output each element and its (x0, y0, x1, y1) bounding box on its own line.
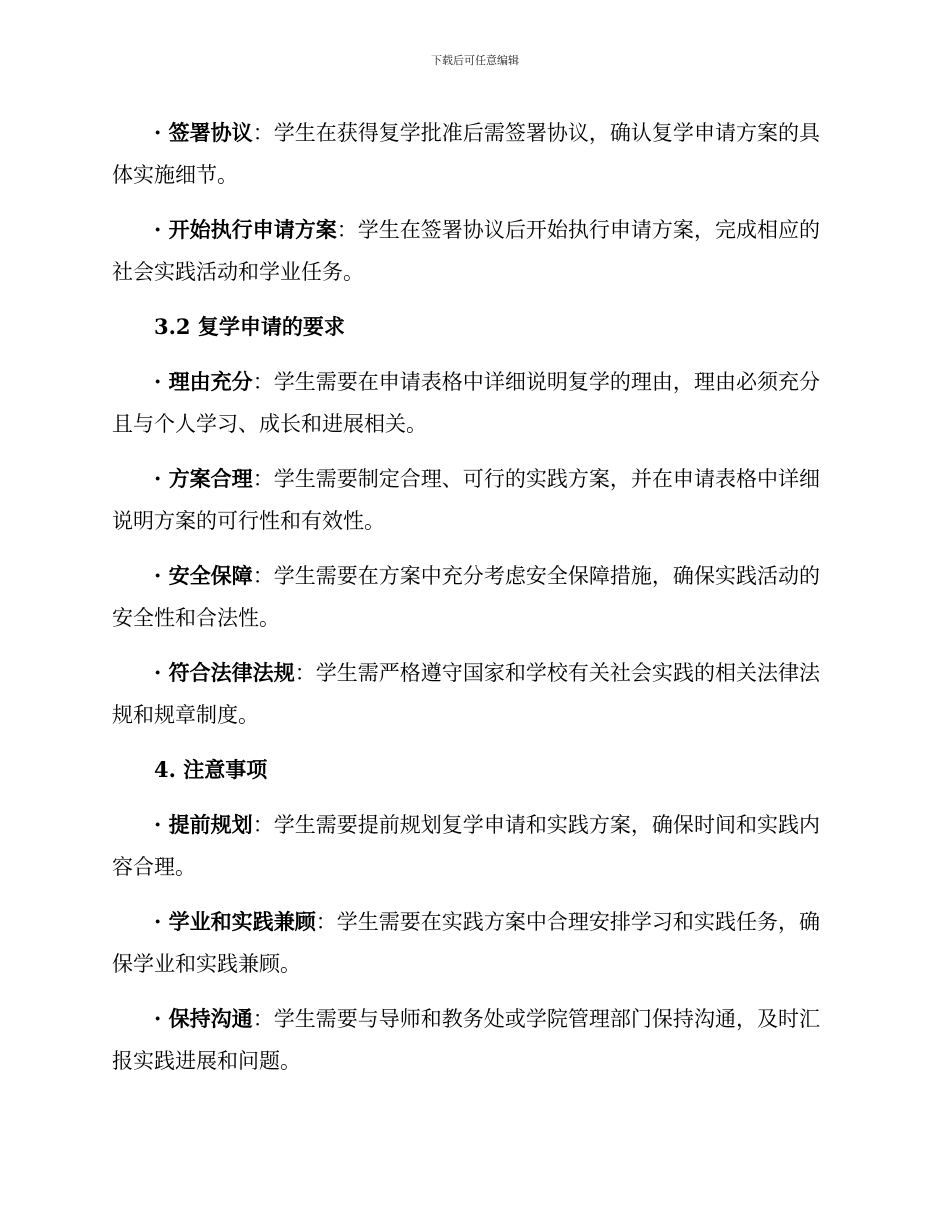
page-header-note: 下载后可任意编辑 (431, 54, 519, 67)
list-item-text: 学生需要在方案中充分考虑安全保障措施，确保实践活动的安全性和合法性。 (112, 564, 821, 630)
list-item-text: 学生需要在申请表格中详细说明复学的理由，理由必须充分且与个人学习、成长和进展相关。 (112, 370, 821, 436)
list-item-sign-agreement (112, 112, 820, 196)
list-item-term: · 学业和实践兼顾 (154, 909, 316, 934)
list-item-text: 学生需要提前规划复学申请和实践方案，确保时间和实践内容合理。 (112, 813, 821, 879)
list-item-separator: ： (252, 813, 274, 837)
list-item-term: · 提前规划 (154, 812, 253, 837)
list-item-term: · 开始执行申请方案 (154, 217, 337, 242)
list-item-separator: ： (336, 218, 358, 242)
list-item-term: · 安全保障 (154, 563, 253, 588)
list-item-separator: ： (294, 661, 316, 685)
list-item-advance-planning (112, 804, 820, 888)
list-item-safety (112, 555, 820, 639)
section-heading-notes: 4. 注意事项 (154, 757, 268, 782)
list-item-separator: ： (252, 121, 274, 145)
document-body (112, 112, 820, 1095)
section-heading-requirements: 3.2 复学申请的要求 (154, 314, 345, 339)
list-item-separator: ： (252, 1007, 274, 1031)
list-item-legal-compliance (112, 652, 820, 736)
list-item-communication (112, 998, 820, 1082)
list-item-text: 学生需要在实践方案中合理安排学习和实践任务，确保学业和实践兼顾。 (112, 910, 820, 976)
list-item-reasonable-plan (112, 458, 820, 542)
list-item-text: 学生需要与导师和教务处或学院管理部门保持沟通，及时汇报实践进展和问题。 (112, 1007, 821, 1073)
list-item-start-plan (112, 209, 820, 293)
list-item-study-practice-balance (112, 901, 820, 985)
list-item-text: 学生需要制定合理、可行的实践方案，并在申请表格中详细说明方案的可行性和有效性。 (112, 467, 821, 533)
list-item-text: 学生在获得复学批准后需签署协议，确认复学申请方案的具体实施细节。 (112, 121, 821, 187)
list-item-term: · 方案合理 (154, 466, 253, 491)
list-item-separator: ： (252, 564, 274, 588)
list-item-text: 学生在签署协议后开始执行申请方案，完成相应的社会实践活动和学业任务。 (112, 218, 821, 284)
list-item-term: · 保持沟通 (154, 1006, 253, 1031)
list-item-separator: ： (315, 910, 337, 934)
list-item-text: 学生需严格遵守国家和学校有关社会实践的相关法律法规和规章制度。 (112, 661, 821, 727)
list-item-term: · 符合法律法规 (154, 660, 295, 685)
list-item-term: · 签署协议 (154, 120, 253, 145)
list-item-sufficient-reason (112, 361, 820, 445)
list-item-separator: ： (252, 467, 274, 491)
list-item-separator: ： (252, 370, 274, 394)
list-item-term: · 理由充分 (154, 369, 253, 394)
